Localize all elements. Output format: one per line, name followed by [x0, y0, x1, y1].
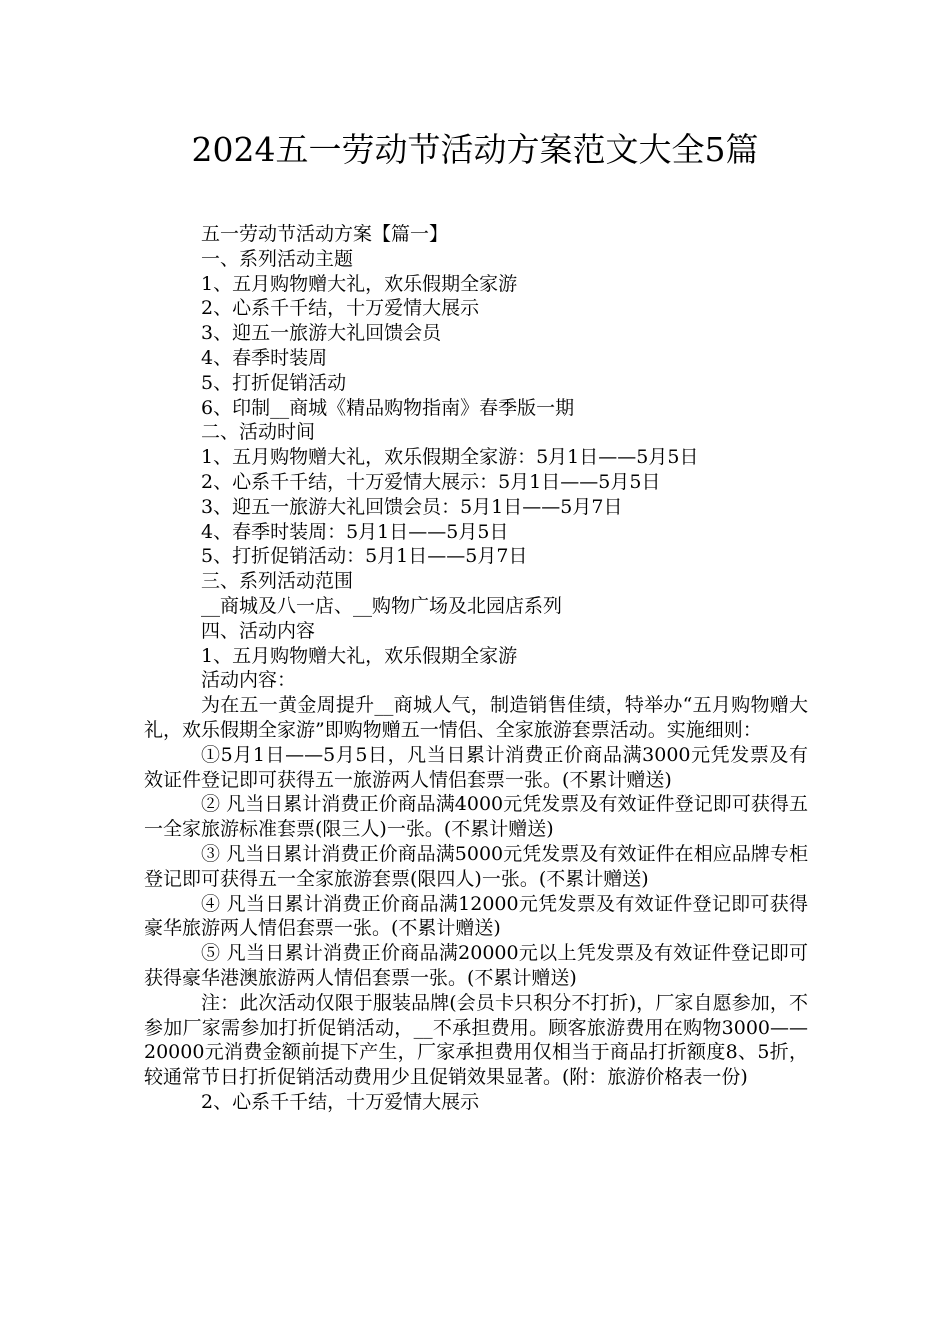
list-item: 4、春季时装周：5月1日——5月5日 — [201, 520, 509, 543]
document-body — [144, 222, 808, 1115]
list-item: 2、心系千千结，十万爱情大展示：5月1日——5月5日 — [201, 470, 661, 493]
paragraph: 为在五一黄金周提升__商城人气，制造销售佳绩，特举办“五月购物赠大礼，欢乐假期全家游”即购物赠五一情侣、全家旅游套票活动。实施细则： — [144, 694, 808, 741]
paragraph: ①5月1日——5月5日，凡当日累计消费正价商品满3000元凭发票及有效证件登记即可获得五一旅游两人情侣套票一张。(不累计赠送) — [144, 743, 808, 791]
paragraph: ④ 凡当日累计消费正价商品满12000元凭发票及有效证件登记即可获得豪华旅游两人情侣套票一张。(不累计赠送) — [144, 892, 808, 940]
list-item: 活动内容： — [201, 669, 297, 692]
list-item: 1、五月购物赠大礼，欢乐假期全家游 — [201, 644, 518, 667]
list-item: 2、心系千千结，十万爱情大展示 — [201, 297, 480, 320]
list-item: 1、五月购物赠大礼，欢乐假期全家游 — [201, 272, 518, 295]
list-item: 3、迎五一旅游大礼回馈会员：5月1日——5月7日 — [201, 495, 623, 518]
list-item: 3、迎五一旅游大礼回馈会员 — [201, 322, 442, 345]
section-heading: 五一劳动节活动方案【篇一】 — [201, 223, 449, 245]
paragraph: 2、心系千千结，十万爱情大展示 — [201, 1090, 480, 1113]
paragraph: 注：此次活动仅限于服装品牌(会员卡只积分不打折)，厂家自愿参加，不参加厂家需参加打折促销活动，__不承担费用。顾客旅游费用在购物3000——20000元消费金额前提下产生，厂家承担费用仅相当于商品打折额度8、5折，较通常节日打折促销活动费用少且促销效果显著。(附：旅游价格表一份) — [144, 991, 808, 1089]
list-item: __商城及八一店、__购物广场及北园店系列 — [201, 594, 563, 617]
list-item: 6、印制__商城《精品购物指南》春季版一期 — [201, 396, 575, 419]
list-item: 5、打折促销活动：5月1日——5月7日 — [201, 545, 528, 568]
paragraph: ③ 凡当日累计消费正价商品满5000元凭发票及有效证件在相应品牌专柜登记即可获得五一全家旅游套票(限四人)一张。(不累计赠送) — [144, 842, 808, 890]
list-item: 4、春季时装周 — [201, 346, 328, 369]
subheading: 三、系列活动范围 — [201, 570, 354, 593]
subheading: 一、系列活动主题 — [201, 247, 354, 270]
document-title: 2024五一劳动节活动方案范文大全5篇 — [191, 130, 759, 169]
list-item: 1、五月购物赠大礼，欢乐假期全家游：5月1日——5月5日 — [201, 446, 699, 469]
paragraph: ② 凡当日累计消费正价商品满4000元凭发票及有效证件登记即可获得五一全家旅游标准套票(限三人)一张。(不累计赠送) — [144, 793, 808, 841]
paragraph: ⑤ 凡当日累计消费正价商品满20000元以上凭发票及有效证件登记即可获得豪华港澳旅游两人情侣套票一张。(不累计赠送) — [144, 942, 808, 989]
subheading: 四、活动内容 — [201, 619, 316, 642]
list-item: 5、打折促销活动 — [201, 371, 347, 394]
subheading: 二、活动时间 — [201, 421, 316, 444]
